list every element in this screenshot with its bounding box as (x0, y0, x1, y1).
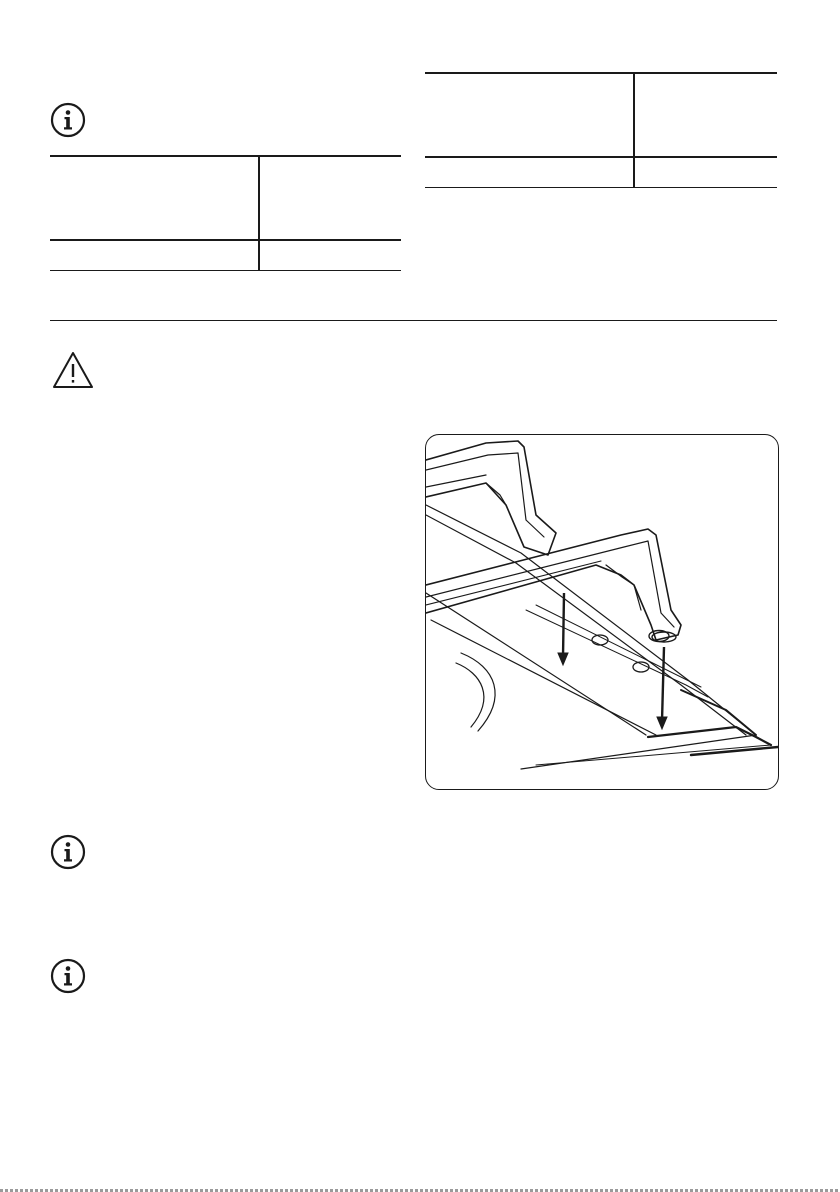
illustration-drawing (426, 435, 778, 789)
info-icon (50, 102, 86, 138)
pan-support-installation-illustration (425, 434, 779, 790)
section-divider (50, 320, 777, 321)
spec-table-right (425, 72, 777, 189)
warning-triangle-icon (51, 350, 95, 390)
table-top-rule (425, 72, 777, 74)
table-top-rule (50, 155, 401, 157)
info-icon (50, 834, 86, 870)
table-column-divider (258, 155, 260, 270)
spec-table-left (50, 155, 401, 272)
table-column-divider (633, 72, 635, 187)
table-row-rule (50, 239, 401, 241)
table-bottom-rule (425, 187, 777, 188)
info-icon (50, 958, 86, 994)
table-row-rule (425, 156, 777, 158)
table-bottom-rule (50, 270, 401, 271)
